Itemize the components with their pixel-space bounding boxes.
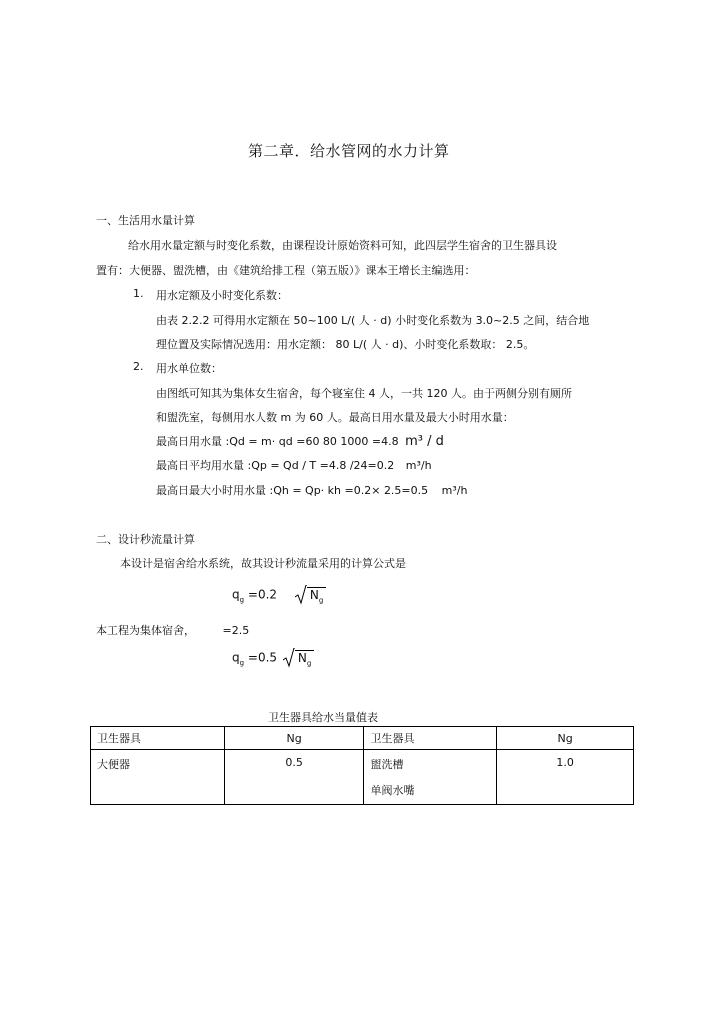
table-header-cell: 卫生器具 [91, 727, 225, 750]
qp-formula [156, 457, 432, 473]
formula1-rad-sub: g [318, 595, 324, 604]
section1-heading: 一、生活用水量计算 [96, 214, 195, 227]
table-cell: 1.0 [497, 750, 634, 805]
table-cell-line: 单阀水嘴 [370, 784, 415, 797]
section2-heading: 二、设计秒流量计算 [96, 533, 195, 546]
table-cell: 大便器 [91, 750, 225, 805]
radical-sign-icon [283, 648, 295, 668]
note-text: 本工程为集体宿舍， [96, 624, 195, 637]
section1-intro-line2: 置有：大便器、盥洗槽，由《建筑给排工程（第五版）》课本王增长主编选用： [96, 264, 476, 277]
item1-title: 用水定额及小时变化系数： [156, 289, 288, 302]
formula2-rad-sub: g [306, 658, 312, 667]
table-cell-line: 盥洗槽 [370, 758, 404, 771]
formula-qg-05 [232, 648, 314, 668]
table-header-cell: Ng [497, 727, 634, 750]
qh-formula [156, 482, 467, 498]
note-value: =2.5 [222, 624, 250, 637]
formula2-coef: =0.5 [247, 650, 278, 665]
qh-formula-text: 最高日最大小时用水量 :Qh = Qp· kh =0.2× 2.5=0.5 [156, 484, 429, 497]
sqrt-ng-2 [283, 648, 314, 668]
item1-line2: 理位置及实际情况选用：用水定额： 80 L/( 人 · d)、小时变化系数取： 2.5。 [156, 338, 535, 351]
formula2-rad: N [297, 650, 307, 665]
qd-unit: m³ / d [405, 434, 444, 449]
item1-line1: 由表 2.2.2 可得用水定额在 50~100 L/( 人 · d) 小时变化系数为 3.0~2.5 之间，结合地 [156, 314, 590, 327]
item1-number: 1. [133, 287, 144, 300]
table-header-row [91, 727, 634, 750]
qp-formula-text: 最高日平均用水量 :Qp = Qd / T =4.8 /24=0.2 [156, 459, 395, 472]
table-row [91, 750, 634, 805]
formula2-q-sub: g [239, 658, 245, 667]
table-caption: 卫生器具给水当量值表 [268, 711, 378, 724]
formula1-q: q [232, 587, 240, 602]
formula1-rad: N [309, 587, 319, 602]
table-cell: 0.5 [224, 750, 364, 805]
sqrt-ng-1 [295, 585, 326, 605]
page-title: 第二章．给水管网的水力计算 [248, 142, 450, 160]
radical-sign-icon [295, 585, 307, 605]
qd-formula [156, 433, 444, 449]
formula1-q-sub: g [239, 595, 245, 604]
table-header-cell: 卫生器具 [364, 727, 497, 750]
formula2-q: q [232, 650, 240, 665]
item2-line2: 和盥洗室，每侧用水人数 m 为 60 人。最高日用水量及最大小时用水量： [156, 411, 514, 424]
qh-unit: m³/h [441, 484, 468, 497]
qd-formula-text: 最高日用水量 :Qd = m· qd =60 80 1000 =4.8 [156, 435, 399, 448]
item2-number: 2. [133, 360, 144, 373]
section1-intro-line1: 给水用水量定额与时变化系数，由课程设计原始资料可知，此四层学生宿舍的卫生器具设 [128, 239, 557, 252]
formula1-coef: =0.2 [247, 587, 278, 602]
table-cell [364, 750, 497, 805]
fixture-equivalent-table [90, 726, 634, 805]
note-line [96, 622, 249, 638]
formula-qg-02 [232, 585, 326, 605]
item2-title: 用水单位数： [156, 362, 222, 375]
qp-unit: m³/h [405, 459, 432, 472]
item2-line1: 由图纸可知其为集体女生宿舍，每个寝室住 4 人，一共 120 人。由于两侧分别有厕所 [156, 387, 572, 400]
table-header-cell: Ng [224, 727, 364, 750]
section2-intro: 本设计是宿舍给水系统，故其设计秒流量采用的计算公式是 [120, 557, 406, 570]
